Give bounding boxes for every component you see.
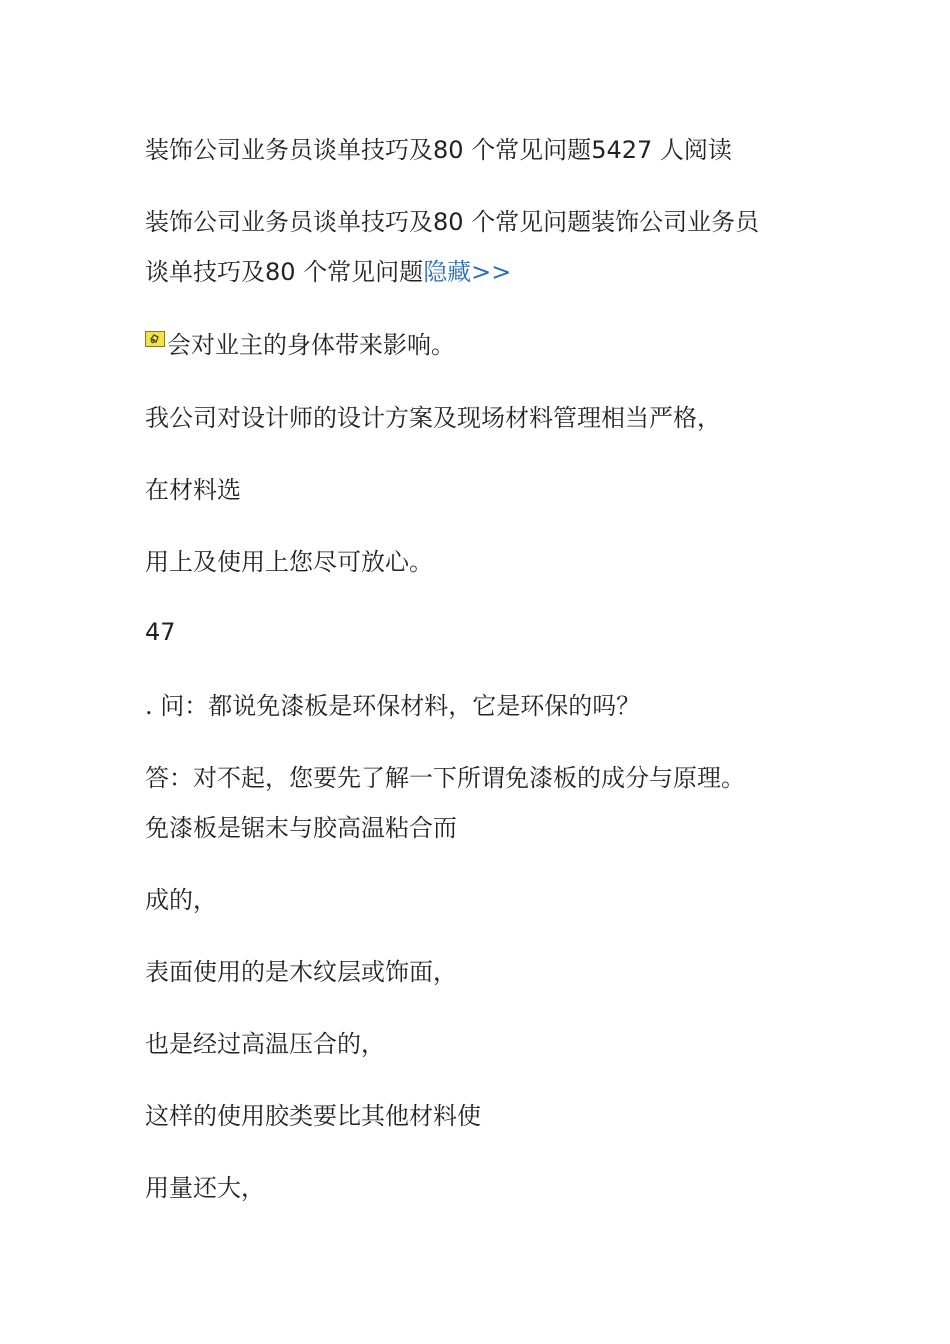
paragraph-2: 我公司对设计师的设计方案及现场材料管理相当严格，	[145, 404, 721, 432]
answer-line-4: 表面使用的是木纹层或饰面，	[145, 958, 457, 986]
heading-middle: 个常见问题	[471, 136, 592, 164]
paragraph-text: 会对业主的身体带来影响。	[167, 331, 455, 359]
answer-line-3: 成的，	[145, 886, 217, 914]
heading-number: 80	[433, 136, 464, 164]
broken-image-icon	[145, 331, 165, 347]
summary-number: 80	[265, 258, 296, 286]
paragraph-4: 用上及使用上您尽可放心。	[145, 548, 433, 576]
document-heading	[145, 126, 732, 174]
answer-line-1: 答：对不起，您要先了解一下所谓免漆板的成分与原理。	[145, 764, 745, 792]
answer-line-2: 免漆板是锯末与胶高温粘合而	[145, 814, 457, 842]
answer-line-7: 用量还大，	[145, 1174, 265, 1202]
summary-line-2	[145, 248, 511, 296]
paragraph-1	[145, 321, 455, 369]
paragraph-3: 在材料选	[145, 476, 241, 504]
answer-line-6: 这样的使用胶类要比其他材料使	[145, 1102, 481, 1130]
read-count: 5427	[591, 136, 653, 164]
question-text: . 问：都说免漆板是环保材料，它是环保的吗？	[145, 692, 641, 720]
read-count-suffix: 人阅读	[659, 136, 732, 164]
heading-title: 装饰公司业务员谈单技巧及	[145, 136, 433, 164]
answer-line-5: 也是经过高温压合的，	[145, 1030, 385, 1058]
summary-line-1	[145, 198, 759, 246]
item-number: 47	[145, 618, 176, 646]
hide-toggle-link[interactable]: 隐藏>>	[423, 258, 512, 286]
summary-text: 个常见问题装饰公司业务员	[471, 208, 760, 236]
summary-text: 个常见问题	[303, 258, 424, 286]
summary-text: 装饰公司业务员谈单技巧及	[145, 208, 433, 236]
summary-number: 80	[433, 208, 464, 236]
summary-text: 谈单技巧及	[145, 258, 265, 286]
